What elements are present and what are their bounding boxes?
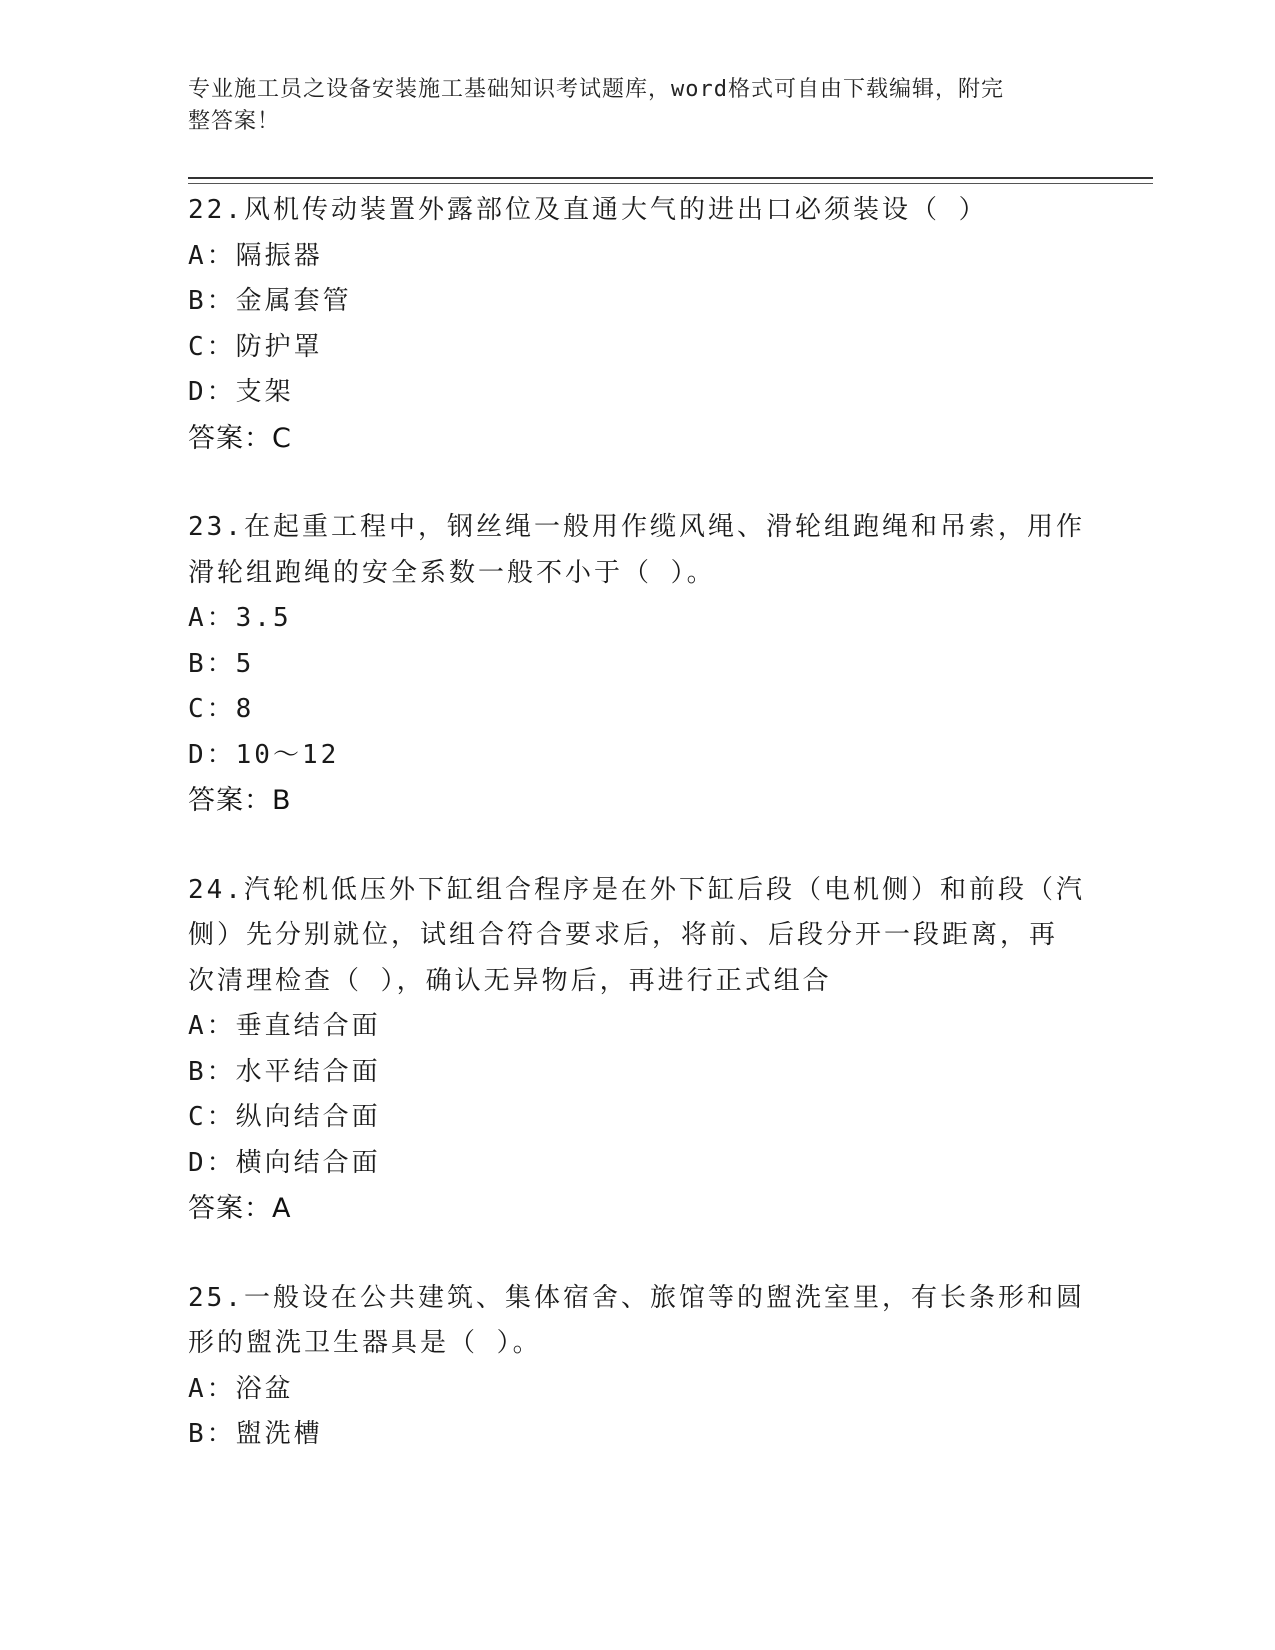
answer: 答案：B [188, 785, 292, 816]
question-24 [188, 868, 1088, 1232]
option-d: D：支架 [188, 377, 294, 407]
header-divider-thick [188, 177, 1153, 179]
option-c: C：纵向结合面 [188, 1102, 381, 1132]
option-b: B：金属套管 [188, 286, 352, 316]
question-stem: 次清理检查（ ），确认无异物后，再进行正式组合 [188, 965, 832, 996]
option-a: A：垂直结合面 [188, 1011, 381, 1041]
question-stem: 侧）先分别就位，试组合符合要求后，将前、后段分开一段距离，再 [188, 920, 1059, 950]
question-stem: 22.风机传动装置外露部位及直通大气的进出口必须装设（ ） [188, 195, 988, 225]
option-c: C：防护罩 [188, 331, 323, 362]
question-stem: 25.一般设在公共建筑、集体宿舍、旅馆等的盥洗室里，有长条形和圆 [188, 1282, 1085, 1313]
header-line-1: 专业施工员之设备安装施工基础知识考试题库，word格式可自由下载编辑，附完 [188, 77, 1004, 102]
question-25 [188, 1276, 1088, 1458]
option-c: C：8 [188, 694, 255, 724]
answer: 答案：C [188, 422, 292, 454]
option-a: A：隔振器 [188, 240, 323, 271]
option-d: D：横向结合面 [188, 1147, 381, 1178]
option-a: A：3.5 [188, 603, 292, 633]
question-stem: 23.在起重工程中，钢丝绳一般用作缆风绳、滑轮组跑绳和吊索，用作 [188, 512, 1085, 542]
question-stem: 24.汽轮机低压外下缸组合程序是在外下缸后段（电机侧）和前段（汽 [188, 874, 1085, 905]
answer: 答案：A [188, 1193, 292, 1224]
header-divider-thin [188, 183, 1153, 184]
header-line-2: 整答案！ [188, 109, 281, 134]
document-header [188, 74, 1068, 138]
option-d: D：10～12 [188, 739, 340, 770]
question-22 [188, 188, 1088, 461]
option-b: B：5 [188, 648, 255, 679]
option-b: B：水平结合面 [188, 1056, 381, 1087]
option-a: A：浴盆 [188, 1373, 294, 1404]
option-b: B：盥洗槽 [188, 1419, 323, 1449]
question-list [188, 188, 1088, 1502]
question-23 [188, 505, 1088, 824]
question-stem: 形的盥洗卫生器具是（ ）。 [188, 1328, 542, 1358]
question-stem: 滑轮组跑绳的安全系数一般不小于（ ）。 [188, 557, 716, 588]
